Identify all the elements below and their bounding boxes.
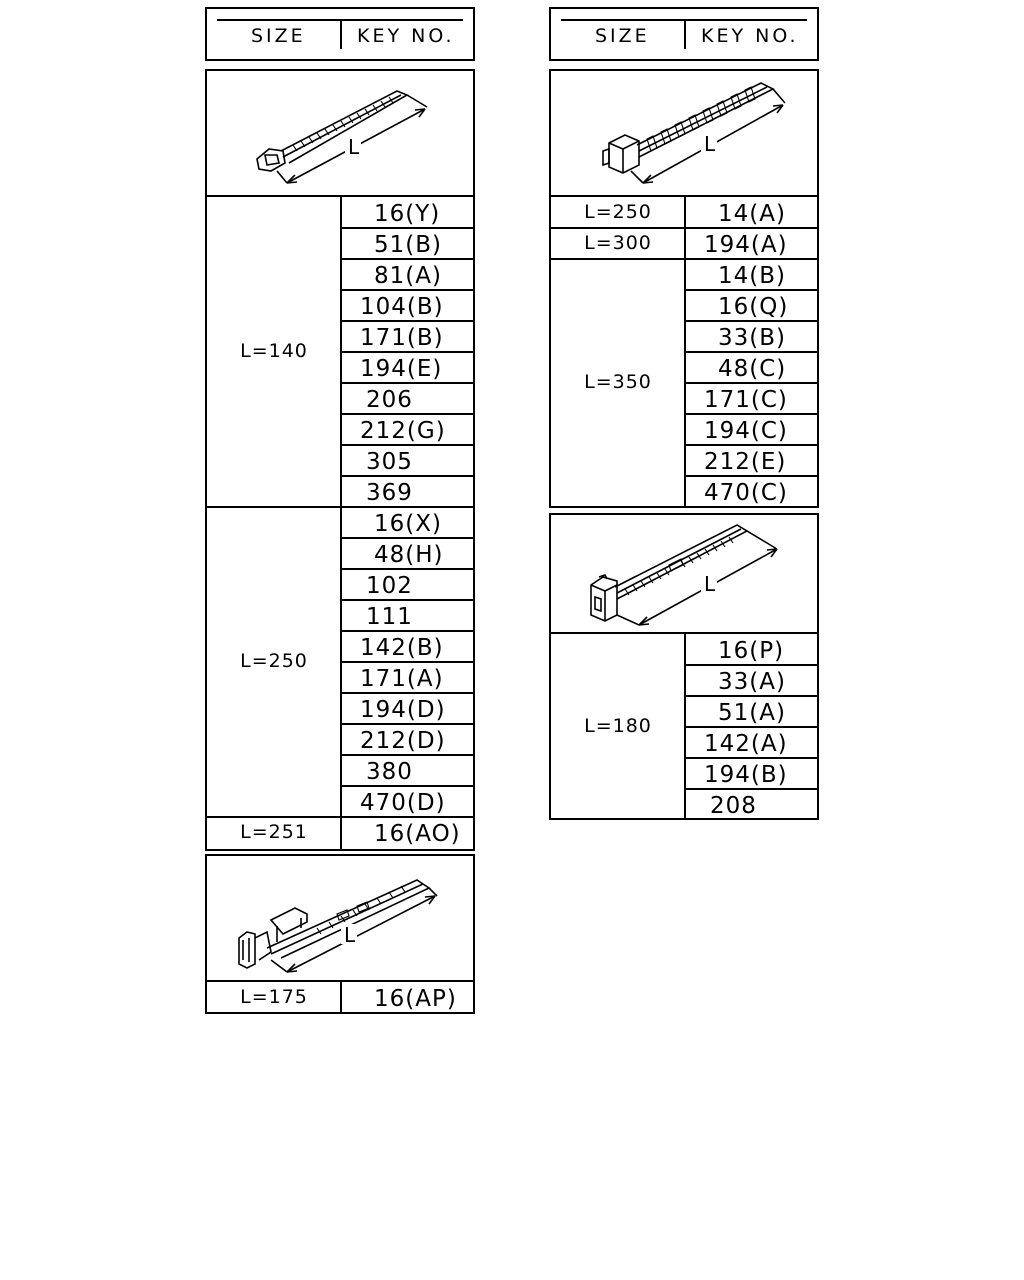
size-cell: L=175 — [240, 985, 308, 1008]
size-cell: L=180 — [584, 715, 652, 737]
key-no-cell: 16(X) — [374, 511, 442, 537]
size-header: SIZE — [251, 25, 306, 47]
row-separator — [340, 413, 473, 415]
row-separator — [684, 320, 817, 322]
key-no-cell: 194(E) — [360, 356, 443, 382]
row-separator — [340, 723, 473, 725]
right-key-table — [549, 195, 819, 508]
row-separator — [684, 475, 817, 477]
row-separator — [340, 320, 473, 322]
size-cell: L=140 — [240, 340, 308, 362]
row-separator — [340, 568, 473, 570]
key-no-cell: 16(AP) — [374, 986, 457, 1012]
row-separator — [340, 444, 473, 446]
dimension-label: L — [344, 923, 356, 947]
row-separator — [340, 475, 473, 477]
key-no-cell: 48(H) — [374, 542, 444, 568]
cable-tie-illustration-a — [205, 69, 475, 197]
key-no-cell: 212(E) — [704, 449, 787, 475]
key-no-cell: 171(A) — [360, 666, 444, 692]
group-separator — [551, 258, 817, 260]
key-no-cell: 16(AO) — [374, 821, 461, 847]
key-no-cell: 142(A) — [704, 731, 788, 757]
key-no-cell: 305 — [366, 449, 413, 475]
key-no-cell: 206 — [366, 387, 413, 413]
key-no-header: KEY NO. — [357, 25, 455, 47]
row-separator — [340, 351, 473, 353]
key-no-cell: 16(P) — [718, 638, 785, 664]
cable-tie-illustration-b — [549, 69, 819, 197]
group-separator — [551, 227, 817, 229]
row-separator — [684, 788, 817, 790]
row-separator — [340, 537, 473, 539]
row-separator — [340, 754, 473, 756]
key-no-cell: 33(A) — [718, 669, 786, 695]
cable-tie-illustration-d — [205, 854, 475, 982]
key-no-cell: 142(B) — [360, 635, 444, 661]
left-key-table-2 — [205, 980, 475, 1014]
group-separator — [207, 506, 473, 508]
size-header: SIZE — [595, 25, 650, 47]
key-no-cell: 171(C) — [704, 387, 788, 413]
key-no-cell: 194(B) — [704, 762, 788, 788]
key-no-cell: 111 — [366, 604, 413, 630]
cable-tie-c-drawing — [551, 515, 817, 632]
key-no-cell: 51(A) — [718, 700, 786, 726]
key-no-header: KEY NO. — [701, 25, 799, 47]
key-no-cell: 51(B) — [374, 232, 442, 258]
cable-tie-a-drawing — [207, 71, 473, 195]
key-no-cell: 369 — [366, 480, 413, 506]
row-separator — [684, 695, 817, 697]
row-separator — [340, 692, 473, 694]
right-header-box — [549, 7, 819, 61]
key-no-cell: 212(G) — [360, 418, 446, 444]
column-divider — [340, 197, 342, 849]
key-no-cell: 14(A) — [718, 201, 786, 227]
row-separator — [684, 757, 817, 759]
dimension-label: L — [704, 132, 716, 156]
row-separator — [684, 382, 817, 384]
key-no-cell: 194(A) — [704, 232, 788, 258]
key-no-cell: 171(B) — [360, 325, 444, 351]
left-header-box — [205, 7, 475, 61]
cable-tie-d-drawing — [207, 856, 473, 980]
size-cell: L=350 — [584, 371, 652, 393]
key-no-cell: 212(D) — [360, 728, 446, 754]
row-separator — [340, 227, 473, 229]
key-no-cell: 48(C) — [718, 356, 787, 382]
row-separator — [340, 258, 473, 260]
key-no-cell: 16(Y) — [374, 201, 441, 227]
row-separator — [340, 785, 473, 787]
key-no-cell: 102 — [366, 573, 413, 599]
row-separator — [684, 289, 817, 291]
right-key-table-2 — [549, 632, 819, 820]
size-cell: L=250 — [240, 650, 308, 672]
row-separator — [340, 289, 473, 291]
key-no-cell: 194(C) — [704, 418, 788, 444]
row-separator — [684, 664, 817, 666]
key-no-cell: 104(B) — [360, 294, 444, 320]
dimension-label: L — [704, 572, 716, 596]
header-divider — [340, 19, 342, 49]
key-no-cell: 380 — [366, 759, 413, 785]
key-no-cell: 81(A) — [374, 263, 442, 289]
key-no-cell: 16(Q) — [718, 294, 789, 320]
row-separator — [340, 382, 473, 384]
row-separator — [684, 351, 817, 353]
key-no-cell: 14(B) — [718, 263, 786, 289]
key-no-cell: 33(B) — [718, 325, 786, 351]
size-cell: L=300 — [584, 231, 652, 254]
key-no-cell: 194(D) — [360, 697, 446, 723]
size-cell: L=250 — [584, 200, 652, 223]
row-separator — [340, 599, 473, 601]
row-separator — [684, 413, 817, 415]
row-separator — [684, 726, 817, 728]
cable-tie-b-drawing — [551, 71, 817, 195]
key-no-cell: 470(D) — [360, 790, 446, 816]
group-separator — [207, 816, 473, 818]
key-no-cell: 208 — [710, 793, 757, 819]
dimension-label: L — [348, 135, 360, 159]
size-cell: L=251 — [240, 820, 308, 843]
row-separator — [684, 444, 817, 446]
header-divider — [684, 19, 686, 49]
left-key-table — [205, 195, 475, 851]
row-separator — [340, 661, 473, 663]
cable-tie-illustration-c — [549, 513, 819, 634]
row-separator — [340, 630, 473, 632]
key-no-cell: 470(C) — [704, 480, 788, 506]
